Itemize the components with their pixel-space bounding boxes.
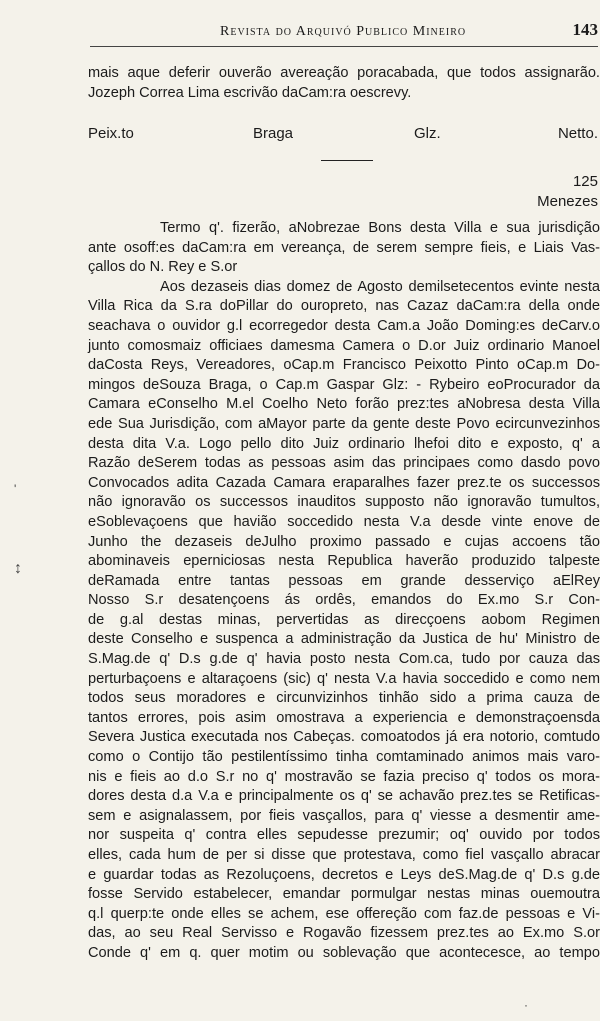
text-line: Aos dezaseis dias domez de Agosto demilsetecentos evinte nesta	[160, 278, 600, 295]
text-line: daCosta Reys, Vereadores, oCap.m Francisco Peixotto Pinto oCap.m Do-	[88, 357, 600, 374]
text-line: perturbaçoens e altaraçoens (sic) q' nesta V.a havia soccedido e como nem	[88, 670, 600, 687]
signature: Peix.to	[88, 125, 134, 142]
text-line: não ignoravão os successos inauditos supposto não ignoravão tumultos,	[88, 494, 600, 511]
margin-speck: ·	[524, 998, 528, 1012]
page-number: 143	[572, 20, 598, 39]
text-line: nis e fieis ao d.o S.r no q' mostravão se fazia preciso q' todos os mora-	[88, 768, 600, 785]
text-line: desta dita V.a. Logo pello dito Juiz ordinario lhefoi dito e exposto, q' a	[88, 435, 600, 452]
journal-title: Revista do Arquivó Publico Mineiro	[220, 24, 467, 39]
text-line: sem e asignalassem, por fieis vasçallos, para q' viesse a desmentir ame-	[88, 807, 600, 824]
text-line: ante osoff:es daCam:ra em vereança, de serem sempre fieis, e Liais Vas-	[88, 239, 600, 256]
text-line: deRamada entre tantas pessoas em grande desserviço aElRey	[88, 572, 600, 589]
text-line: Nosso S.r desatençoens ás ordês, emandos do Ex.mo S.r Con-	[88, 592, 600, 609]
text-line: eSoblevaçoens que havião soccedido nesta V.a desde vinte enove de	[88, 513, 600, 530]
text-line: Camara eConselho M.el Coelho Neto forão prez:tes aNobresa desta Villa	[88, 396, 600, 413]
text-line: nor suspeita q' contra elles sepudesse prezumir; oq' ouvido por todos	[88, 827, 600, 844]
text-line: elles, cada hum de per si disse que protestava, como fiel vasçallo abracar	[88, 847, 600, 863]
text-line: Jozeph Correa Lima escrivão daCam:ra oescrevy.	[88, 84, 412, 101]
text-line: e guardar todas as Rezoluçoens, decretos e Leys deS.Mag.de q' D.s g.de	[88, 866, 600, 883]
text-line: todos seus moradores e circunvizinhos tinhão sido a prima cauza de	[88, 690, 600, 707]
text-line: junto comosmaiz officiaes damesma Camera o D.or Juiz ordinario Manoel	[88, 337, 600, 354]
text-line: deste Conselho e suspenca a administração da Justica de hu' Ministro de	[88, 631, 600, 648]
signature: Netto.	[557, 125, 598, 142]
signature-row	[88, 125, 600, 147]
header-rule	[90, 46, 598, 47]
second-signature	[478, 172, 598, 212]
text-line: Razão deSerem todas as pessoas asim das principaes como dasdo povo	[88, 455, 600, 472]
text-line: mingos deSouza Braga, o Cap.m Gaspar Glz: - Rybeiro eoProcurador da	[88, 376, 600, 393]
text-line: abominaveis eperniciosas nesta Republica haverão produzido talpeste	[88, 553, 600, 570]
signature-number: 125	[572, 173, 598, 190]
text-line: dores desta d.a V.a e principalmente os q' se achavão prez.tes se Retificas-	[88, 788, 600, 805]
text-line: Termo q'. fizerão, aNobrezae Bons desta Villa e sua jurisdição	[160, 220, 600, 236]
text-line: çallos do N. Rey e S.or	[88, 259, 238, 276]
text-line: Severa Justica executada nos Cabeças. comoatodos já era notorio, comtudo	[88, 729, 600, 746]
text-line: seachava o ouvidor g.l ecorregedor desta Cam.a João Doming:es deCarv.o	[88, 317, 600, 334]
text-line: das, ao seu Real Servisso e Rogavão fizessem prez.tes ao Ex.mo S.or	[88, 925, 600, 942]
text-line: de g.al destas minas, pervertidas as direcçoens aobom Regimen	[88, 611, 600, 628]
margin-speck: '	[14, 482, 17, 496]
page-header	[88, 20, 600, 44]
text-line: ede Sua Jurisdição, com aMayor parte da gente deste Povo ecircunvezinhos	[88, 415, 600, 432]
text-line: Villa Rica da S.ra doPillar do ouropreto, nas Cazaz daCam:ra della onde	[88, 298, 600, 315]
signature: Braga	[253, 125, 294, 142]
intro-paragraph	[88, 64, 600, 103]
signature: Glz.	[414, 125, 441, 142]
text-line: Conde q' em q. quer motim ou soblevação que acontecesce, ao tempo	[88, 944, 600, 961]
text-line: S.Mag.de q' D.s g.de q' havia posto nesta Com.ca, tudo por cauza das	[88, 651, 600, 668]
signature-name: Menezes	[537, 193, 598, 210]
separator-rule	[321, 160, 373, 161]
text-line: tantos errores, pois asim omostrava a experiencia e demonstraçoensda	[88, 709, 600, 726]
text-line: Convocados adita Cazada Camara eraparalhes fazer prez.te os successos	[88, 474, 600, 491]
body-text	[88, 219, 600, 964]
text-line: como o Contijo tão pestilentíssimo tinha comtaminado animos mais varo-	[88, 749, 600, 766]
margin-arrow-icon: ↕	[14, 560, 22, 577]
text-line: mais aque deferir ouverão avereação poracabada, que todos assignarão.	[88, 65, 600, 81]
text-line: Junho the dezaseis deJulho proximo passado e cujas accoens tão	[88, 533, 600, 550]
text-line: fosse Servido estabelecer, emandar pormulgar nestas minas ouemoutra	[88, 886, 600, 903]
text-line: q.l querp:te onde elles se achem, ese offereção com faz.de pessoas e Vi-	[88, 905, 600, 922]
